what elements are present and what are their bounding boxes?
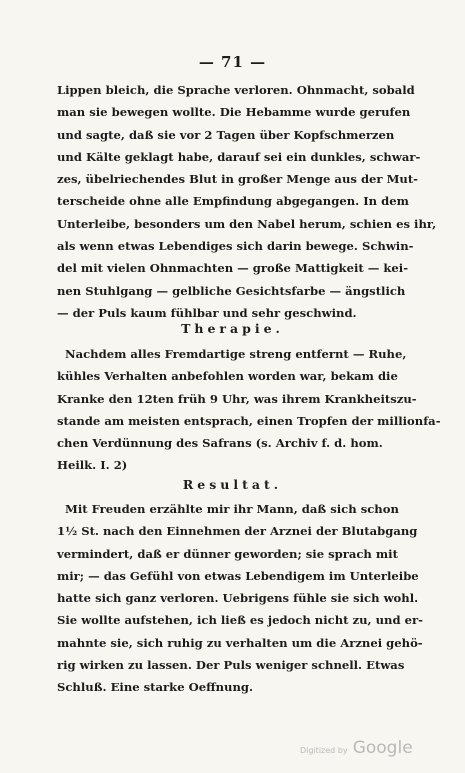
- text-line: Lippen bleich, die Sprache verloren. Ohnmacht, sobald: [57, 83, 415, 97]
- text-line: — der Puls kaum fühlbar und sehr geschwind.: [57, 305, 357, 320]
- heading-therapie: Therapie.: [181, 321, 284, 336]
- watermark-brand-text: Google: [352, 738, 413, 758]
- heading-resultat: Resultat.: [182, 477, 283, 492]
- text-line: chen Verdünnung des Safrans (s. Archiv f. d. hom.: [57, 436, 383, 451]
- text-line: Unterleibe, besonders um den Nabel herum, schien es ihr,: [57, 216, 437, 231]
- text-line: hatte sich ganz verloren. Uebrigens fühle sie sich wohl.: [57, 591, 419, 606]
- text-line: mahnte sie, sich ruhig zu verhalten um die Arznei gehö-: [57, 635, 423, 650]
- page-number: — 71 —: [198, 53, 267, 71]
- text-line: Nachdem alles Fremdartige streng entfernt — Ruhe,: [65, 347, 407, 361]
- text-line: terscheide ohne alle Empfindung abgegangen. In dem: [57, 194, 409, 209]
- text-line: und sagte, daß sie vor 2 Tagen über Kopfschmerzen: [57, 127, 395, 142]
- text-line: und Kälte geklagt habe, darauf sei ein dunkles, schwar-: [57, 149, 421, 164]
- text-line: stande am meisten entsprach, einen Tropfen der millionfa-: [57, 413, 441, 428]
- text-line: Mit Freuden erzählte mir ihr Mann, daß sich schon: [65, 502, 399, 516]
- text-line: zes, übelriechendes Blut in großer Menge aus der Mut-: [57, 172, 418, 187]
- text-line: vermindert, daß er dünner geworden; sie sprach mit: [57, 546, 398, 561]
- paragraph-case-description: [57, 79, 437, 324]
- text-line: Sie wollte aufstehen, ich ließ es jedoch nicht zu, und er-: [57, 613, 423, 628]
- text-line: del mit vielen Ohnmachten — große Mattigkeit — kei-: [57, 261, 408, 276]
- text-line: Kranke den 12ten früh 9 Uhr, was ihrem Krankheitszu-: [57, 391, 417, 406]
- text-line: kühles Verhalten anbefohlen worden war, bekam die: [57, 369, 398, 384]
- text-line: Heilk. I. 2): [57, 458, 128, 473]
- text-line: nen Stuhlgang — gelbliche Gesichtsfarbe — ängstlich: [57, 283, 406, 298]
- text-line: 1½ St. nach den Einnehmen der Arznei der Blutabgang: [57, 524, 418, 539]
- paragraph-therapie: [57, 343, 441, 477]
- text-line: Schluß. Eine starke Oeffnung.: [57, 680, 254, 695]
- text-line: mir; — das Gefühl von etwas Lebendigem im Unterleibe: [57, 568, 419, 583]
- paragraph-resultat: [57, 498, 423, 699]
- digitized-by-google-watermark: [300, 738, 413, 758]
- text-line: als wenn etwas Lebendiges sich darin bewege. Schwin-: [57, 239, 414, 254]
- text-line: rig wirken zu lassen. Der Puls weniger schnell. Etwas: [57, 658, 405, 673]
- text-line: man sie bewegen wollte. Die Hebamme wurde gerufen: [57, 105, 411, 120]
- watermark-small-text: Digitized by: [300, 746, 348, 755]
